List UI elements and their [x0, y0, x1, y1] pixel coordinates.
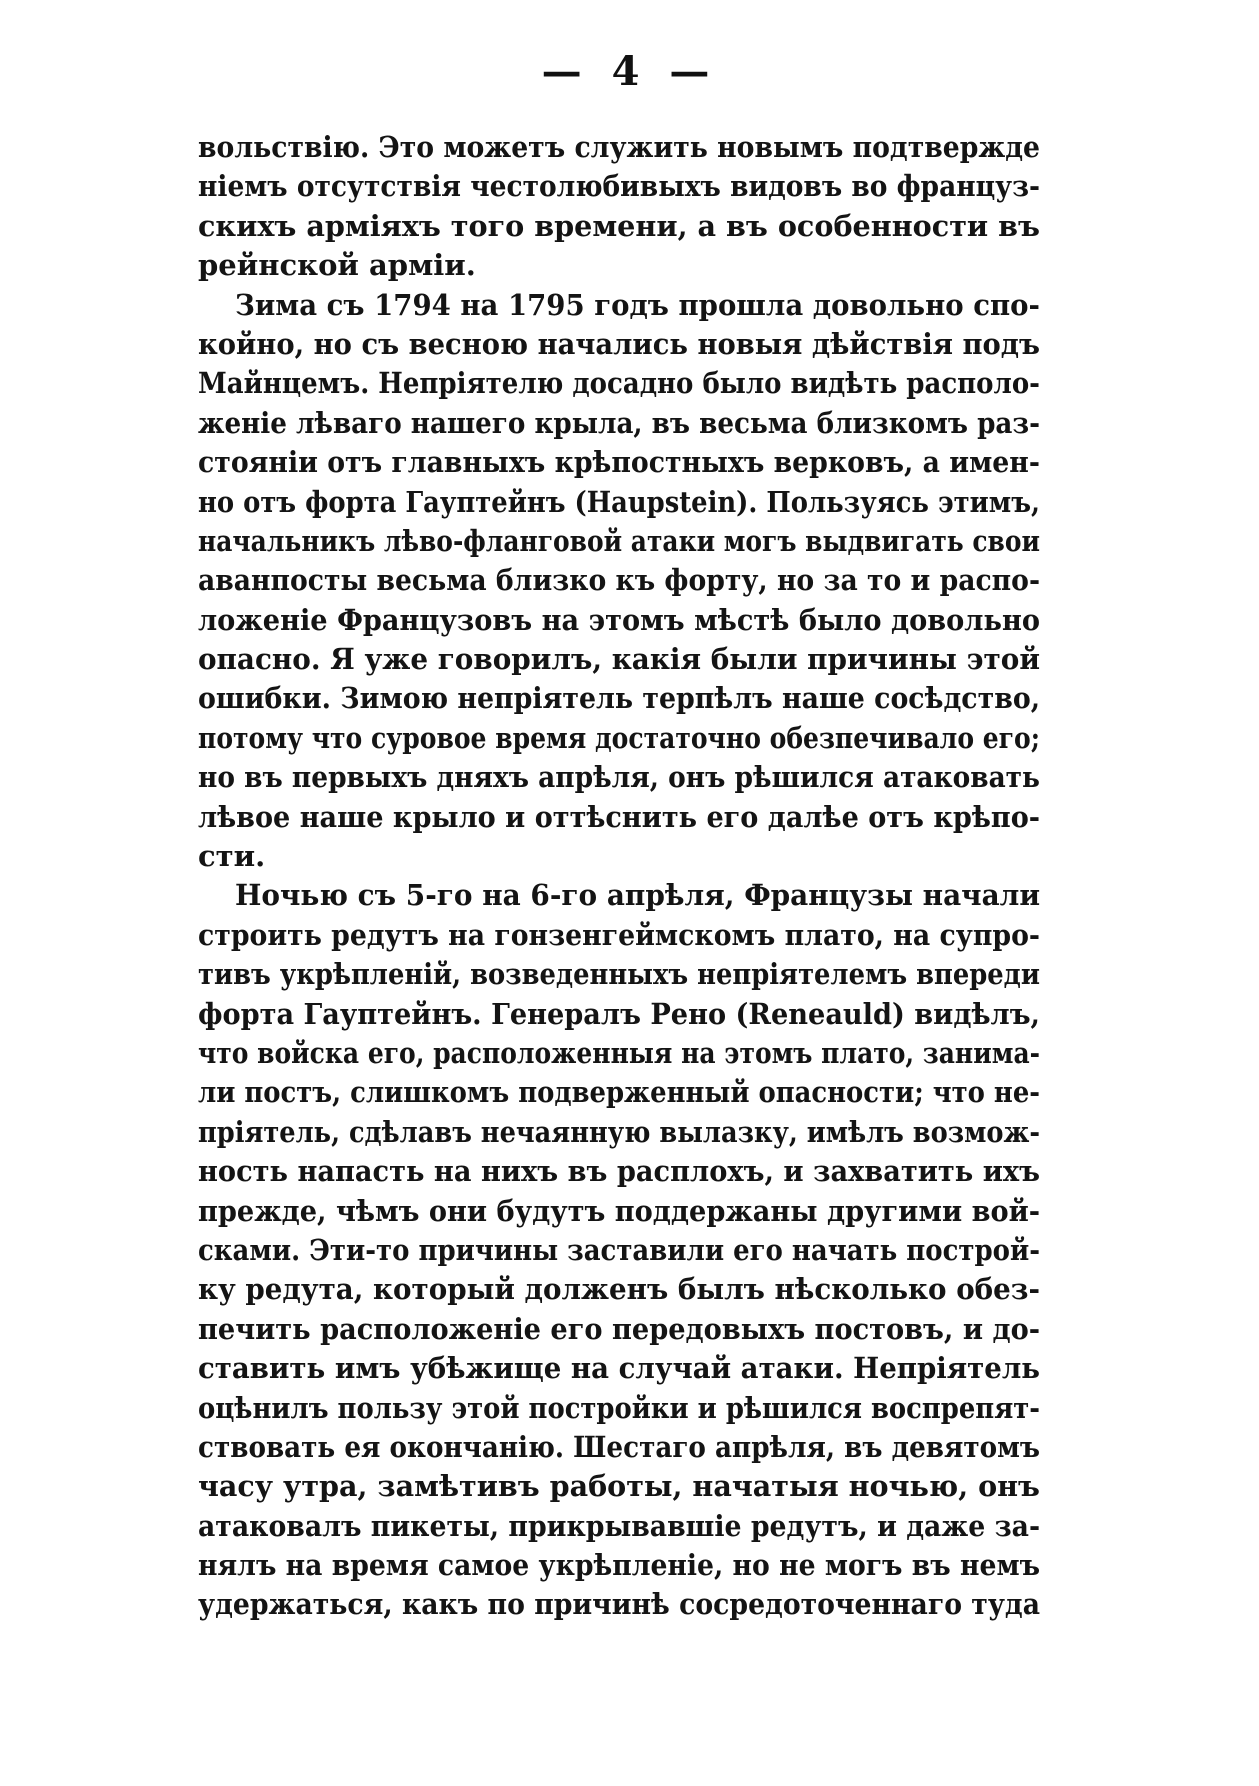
text-line: форта Гауптейнъ. Генералъ Рено (Reneauld) видѣлъ,: [198, 996, 1041, 1031]
text-line: атаковалъ пикеты, прикрывавшіе редутъ, и даже за-: [198, 1508, 1041, 1543]
text-line: потому что суровое время достаточно обезпечивало его;: [198, 720, 1040, 755]
text-line: ствовать ея окончанію. Шестаго апрѣля, въ девятомъ: [198, 1429, 1041, 1464]
text-line: что войска его, расположенныя на этомъ плато, занима-: [198, 1035, 1041, 1070]
body-text: [198, 128, 1040, 1625]
text-line: печить расположеніе его передовыхъ постовъ, и до-: [198, 1311, 1041, 1346]
text-line: Зима съ 1794 на 1795 годъ прошла довольно спо-: [235, 287, 1040, 322]
text-line: лѣвое наше крыло и оттѣснить его далѣе отъ крѣпо-: [198, 799, 1041, 834]
text-line: начальникъ лѣво-фланговой атаки могъ выдвигать свои: [198, 523, 1041, 558]
text-line: рейнской арміи.: [198, 248, 476, 283]
text-line: Майнцемъ. Непріятелю досадно было видѣть располо-: [198, 366, 1040, 401]
text-line: сти.: [198, 839, 266, 874]
text-line: ность напасть на нихъ въ расплохъ, и захватить ихъ: [198, 1154, 1040, 1189]
text-line: ошибки. Зимою непріятель терпѣлъ наше сосѣдство,: [198, 681, 1041, 716]
text-line: прежде, чѣмъ они будутъ поддержаны другими вой-: [198, 1193, 1041, 1228]
text-line: вольствію. Это можетъ служить новымъ подтвержде: [198, 130, 1041, 164]
text-line: скихъ арміяхъ того времени, а въ особенности въ: [198, 208, 1040, 243]
page-number: — 4 —: [541, 48, 718, 95]
text-line: ку редута, который долженъ былъ нѣсколько обез-: [198, 1272, 1040, 1307]
text-line: стояніи отъ главныхъ крѣпостныхъ верковъ, а имен-: [198, 445, 1040, 480]
text-line: часу утра, замѣтивъ работы, начатыя ночью, онъ: [198, 1469, 1040, 1504]
text-line: пріятель, сдѣлавъ нечаянную вылазку, имѣлъ возмож-: [198, 1114, 1041, 1149]
text-line: женіе лѣваго нашего крыла, въ весьма близкомъ раз-: [198, 405, 1040, 440]
text-line: ли постъ, слишкомъ подверженный опасности; что не-: [198, 1075, 1041, 1110]
text-line: ніемъ отсутствія честолюбивыхъ видовъ во француз-: [198, 169, 1041, 204]
text-line: аванпосты весьма близко къ форту, но за то и распо-: [198, 563, 1041, 598]
text-line: койно, но съ весною начались новыя дѣйствія подъ: [198, 326, 1040, 361]
text-line: но отъ форта Гауптейнъ (Haupstein). Пользуясь этимъ,: [198, 484, 1041, 519]
text-line: ставить имъ убѣжище на случай атаки. Непріятель: [198, 1351, 1041, 1386]
text-line: сками. Эти-то причины заставили его начать построй-: [198, 1232, 1040, 1267]
text-line: но въ первыхъ дняхъ апрѣля, онъ рѣшился атаковать: [198, 760, 1040, 795]
text-line: нялъ на время самое укрѣпленіе, но не могъ въ немъ: [198, 1548, 1041, 1583]
text-line: ложеніе Французовъ на этомъ мѣстѣ было довольно: [198, 602, 1040, 637]
text-line: оцѣнилъ пользу этой постройки и рѣшился воспрепят-: [198, 1390, 1041, 1425]
text-line: строить редутъ на гонзенгеймскомъ плато, на супро-: [198, 917, 1041, 952]
text-line: опасно. Я уже говорилъ, какія были причины этой: [198, 642, 1040, 677]
text-line: тивъ укрѣпленій, возведенныхъ непріятелемъ впереди: [198, 957, 1040, 992]
text-line: удержаться, какъ по причинѣ сосредоточеннаго туда: [198, 1587, 1041, 1622]
text-line: Ночью съ 5-го на 6-го апрѣля, Французы начали: [235, 878, 1041, 913]
